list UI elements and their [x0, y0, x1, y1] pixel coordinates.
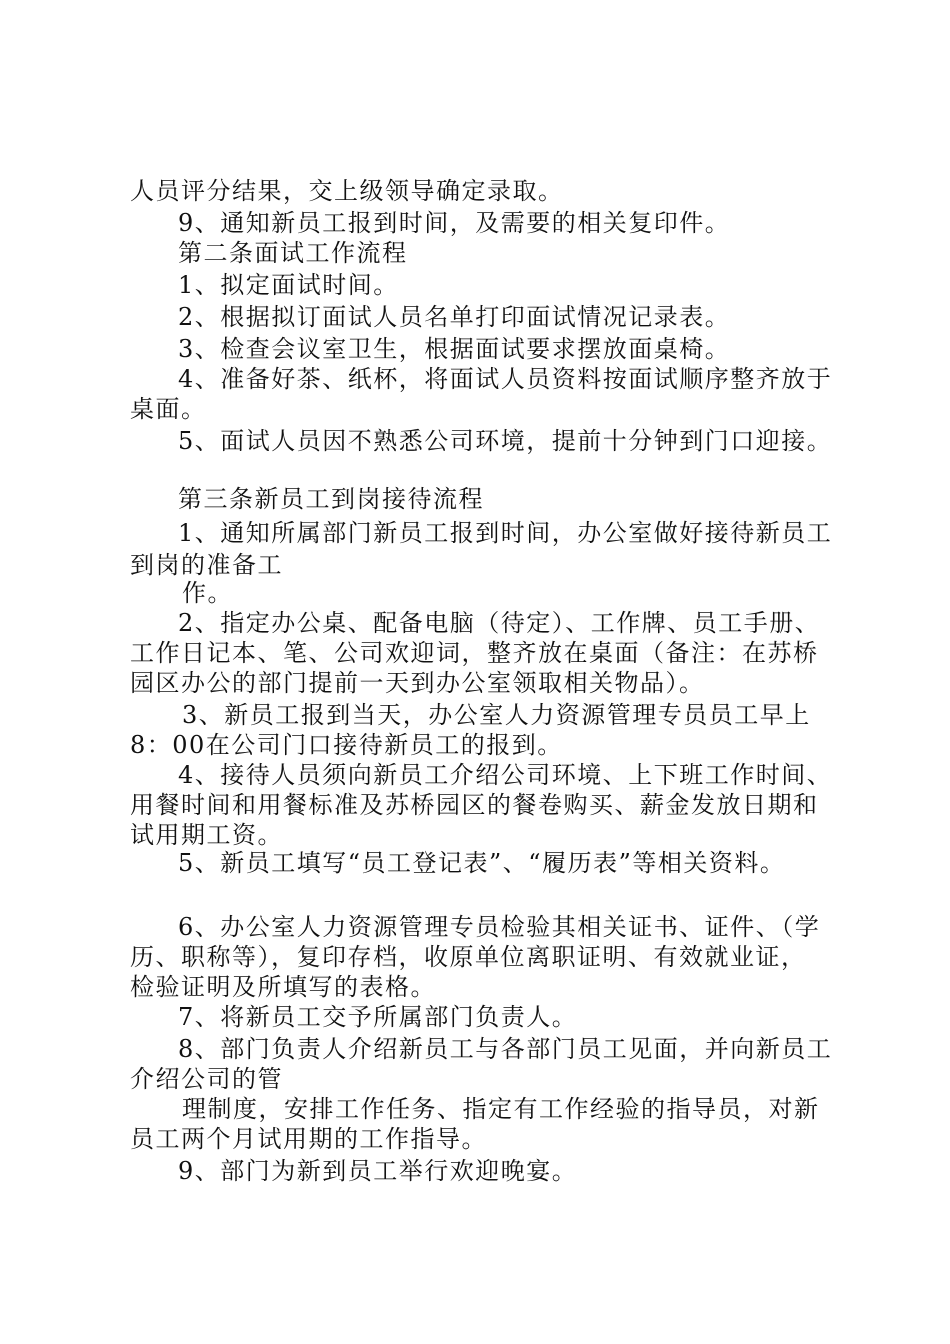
list-item-6-cont2: 检验证明及所填写的表格。: [130, 973, 436, 1001]
list-item-2: 2、根据拟订面试人员名单打印面试情况记录表。: [178, 303, 731, 331]
list-item-4-cont2: 试用期工资。: [130, 821, 283, 849]
list-item-9: 9、部门为新到员工举行欢迎晚宴。: [178, 1157, 578, 1185]
list-item-5: 5、新员工填写“员工登记表”、“履历表”等相关资料。: [178, 849, 786, 877]
list-item-2: 2、指定办公桌、配备电脑（待定）、工作牌、员工手册、: [178, 609, 821, 637]
list-item-8-cont: 介绍公司的管: [130, 1065, 283, 1093]
list-item-3: 3、新员工报到当天，办公室人力资源管理专员员工早上: [182, 701, 811, 729]
section-heading-onboarding: 第三条新员工到岗接待流程: [178, 485, 484, 513]
list-item-8-cont2: 理制度，安排工作任务、指定有工作经验的指导员，对新: [182, 1095, 820, 1123]
list-item-1: 1、通知所属部门新员工报到时间，办公室做好接待新员工: [178, 519, 833, 547]
list-item-3-cont: 8：00在公司门口接待新员工的报到。: [130, 731, 563, 759]
list-item-9-notify: 9、通知新员工报到时间，及需要的相关复印件。: [178, 209, 731, 237]
list-item-6: 6、办公室人力资源管理专员检验其相关证书、证件、（学: [178, 913, 821, 941]
list-item-4-cont: 用餐时间和用餐标准及苏桥园区的餐卷购买、薪金发放日期和: [130, 791, 819, 819]
list-item-2-cont2: 园区办公的部门提前一天到办公室领取相关物品）。: [130, 669, 705, 697]
list-item-5: 5、面试人员因不熟悉公司环境，提前十分钟到门口迎接。: [178, 427, 833, 455]
list-item-7: 7、将新员工交予所属部门负责人。: [178, 1003, 578, 1031]
paragraph-line: 人员评分结果，交上级领导确定录取。: [130, 177, 564, 205]
list-item-4: 4、准备好茶、纸杯，将面试人员资料按面试顺序整齐放于: [178, 365, 833, 393]
list-item-3: 3、检查会议室卫生，根据面试要求摆放面桌椅。: [178, 335, 731, 363]
list-item-1: 1、拟定面试时间。: [178, 271, 399, 299]
list-item-1-cont2: 作。: [182, 579, 233, 607]
list-item-1-cont: 到岗的准备工: [130, 551, 283, 579]
list-item-4: 4、接待人员须向新员工介绍公司环境、上下班工作时间、: [178, 761, 833, 789]
list-item-8-cont3: 员工两个月试用期的工作指导。: [130, 1125, 487, 1153]
list-item-6-cont: 历、职称等），复印存档，收原单位离职证明、有效就业证，: [130, 943, 807, 971]
list-item-2-cont: 工作日记本、笔、公司欢迎词，整齐放在桌面（备注：在苏桥: [130, 639, 819, 667]
list-item-4-cont: 桌面。: [130, 395, 207, 423]
section-heading-interview: 第二条面试工作流程: [178, 239, 408, 267]
list-item-8: 8、部门负责人介绍新员工与各部门员工见面，并向新员工: [178, 1035, 833, 1063]
